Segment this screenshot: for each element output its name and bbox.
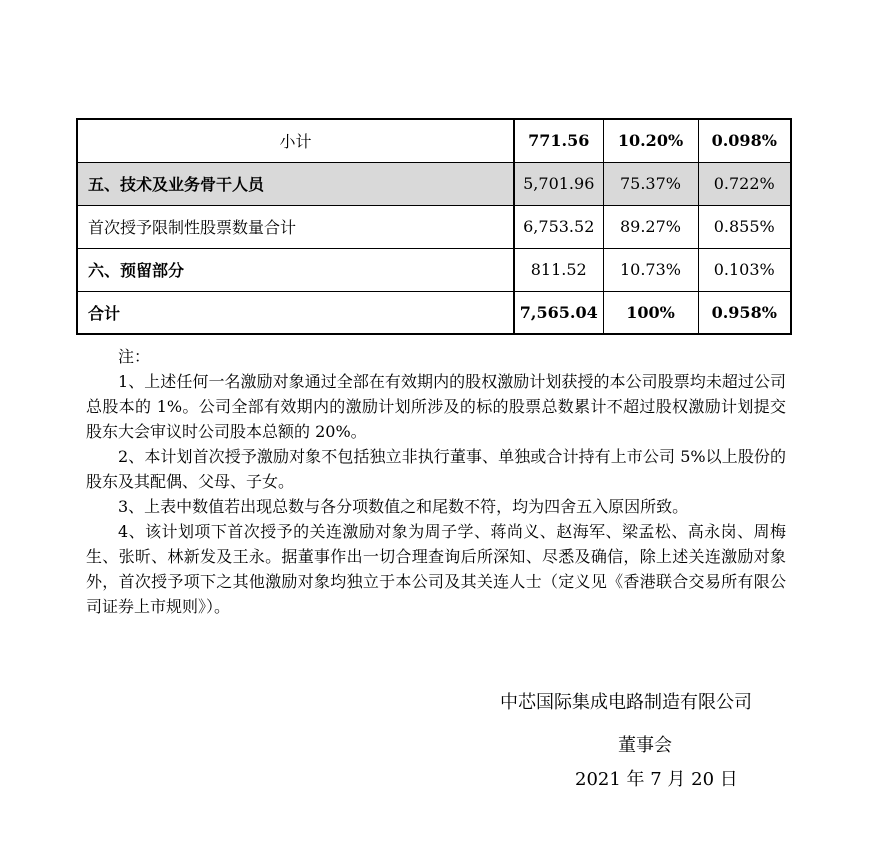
row-value: 811.52 (514, 248, 603, 291)
signature-board: 董事会 (618, 735, 672, 756)
table-row (77, 162, 791, 205)
table-row (77, 119, 791, 162)
table-row (77, 291, 791, 334)
note-item-2: 2、本计划首次授予激励对象不包括独立非执行董事、单独或合计持有上市公司 5%以上股份的股东及其配偶、父母、子女。 (86, 447, 786, 491)
row-pct-of-capital: 0.098% (698, 119, 791, 162)
notes-heading: 注： (118, 347, 151, 366)
note-item-4: 4、该计划项下首次授予的关连激励对象为周子学、蒋尚义、赵海军、梁孟松、高永岗、周梅生、张昕、林新发及王永。据董事作出一切合理查询后所深知、尽悉及确信，除上述关连激励对象外，首次授予项下之其他激励对象均独立于本公司及其关连人士（定义见《香港联合交易所有限公司证券上市规则》）。 (86, 522, 786, 616)
row-value: 771.56 (514, 119, 603, 162)
note-item-1: 1、上述任何一名激励对象通过全部在有效期内的股权激励计划获授的本公司股票均未超过公司总股本的 1%。公司全部有效期内的激励计划所涉及的标的股票总数累计不超过股权激励计划提交股东大会审议时公司股本总额的 20%。 (86, 372, 786, 441)
row-label-subtotal: 小计 (77, 119, 514, 162)
table-row (77, 205, 791, 248)
row-label-first-grant-total: 首次授予限制性股票数量合计 (77, 205, 514, 248)
row-pct-of-capital: 0.855% (698, 205, 791, 248)
table-row (77, 248, 791, 291)
row-pct-of-grant: 100% (603, 291, 698, 334)
row-label-core-staff: 五、技术及业务骨干人员 (77, 162, 514, 205)
row-value: 5,701.96 (514, 162, 603, 205)
row-value: 7,565.04 (514, 291, 603, 334)
row-pct-of-capital: 0.958% (698, 291, 791, 334)
row-label-reserved: 六、预留部分 (77, 248, 514, 291)
note-item-3: 3、上表中数值若出现总数与各分项数值之和尾数不符，均为四舍五入原因所致。 (118, 497, 689, 516)
equity-allocation-table (76, 118, 792, 335)
row-pct-of-grant: 10.73% (603, 248, 698, 291)
row-value: 6,753.52 (514, 205, 603, 248)
row-pct-of-capital: 0.722% (698, 162, 791, 205)
row-pct-of-grant: 75.37% (603, 162, 698, 205)
row-label-total: 合计 (77, 291, 514, 334)
row-pct-of-grant: 10.20% (603, 119, 698, 162)
row-pct-of-capital: 0.103% (698, 248, 791, 291)
notes-section (86, 344, 786, 619)
row-pct-of-grant: 89.27% (603, 205, 698, 248)
signature-company: 中芯国际集成电路制造有限公司 (500, 692, 752, 713)
signature-date: 2021 年 7 月 20 日 (575, 769, 738, 790)
